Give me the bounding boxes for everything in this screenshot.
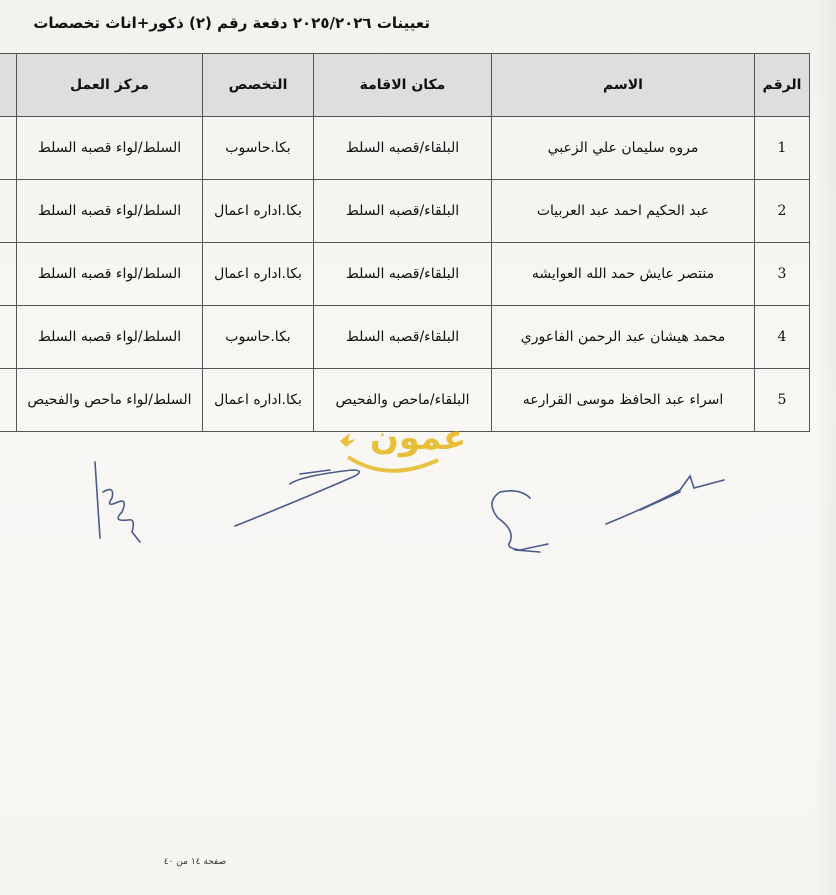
cell-num: 3 xyxy=(755,243,810,306)
signature-2 xyxy=(235,470,359,526)
cell-specialty: بكا.حاسوب xyxy=(203,306,314,369)
table-row xyxy=(0,306,810,369)
cell-cut-off xyxy=(0,117,17,180)
cell-residence: البلقاء/ماحص والفحيص xyxy=(314,369,492,432)
scan-edge-shadow xyxy=(814,0,836,895)
cell-residence: البلقاء/قصبه السلط xyxy=(314,306,492,369)
header-specialty: التخصص xyxy=(203,54,314,117)
header-residence: مكان الاقامة xyxy=(314,54,492,117)
cell-workplace: السلط/لواء قصبه السلط xyxy=(17,243,203,306)
table-row xyxy=(0,180,810,243)
cell-residence: البلقاء/قصبه السلط xyxy=(314,243,492,306)
header-name: الاسم xyxy=(492,54,755,117)
cell-residence: البلقاء/قصبه السلط xyxy=(314,117,492,180)
cell-num: 5 xyxy=(755,369,810,432)
cell-specialty: بكا.اداره اعمال xyxy=(203,243,314,306)
page-number: صفحة ١٤ من ٤٠ xyxy=(163,857,227,867)
cell-specialty: بكا.حاسوب xyxy=(203,117,314,180)
table-header-row xyxy=(0,54,810,117)
cell-specialty: بكا.اداره اعمال xyxy=(203,369,314,432)
cell-workplace: السلط/لواء ماحص والفحيص xyxy=(17,369,203,432)
signature-3 xyxy=(492,491,548,552)
cell-cut-off xyxy=(0,180,17,243)
cell-num: 2 xyxy=(755,180,810,243)
document-title: تعيينات ٢٠٢٥/٢٠٢٦ دفعة رقم (٢) ذكور+اناث تخصصات xyxy=(33,14,430,32)
cell-workplace: السلط/لواء قصبه السلط xyxy=(17,306,203,369)
table-row xyxy=(0,243,810,306)
cell-workplace: السلط/لواء قصبه السلط xyxy=(17,117,203,180)
header-num: الرقم xyxy=(755,54,810,117)
cell-name: مروه سليمان علي الزعبي xyxy=(492,117,755,180)
cell-name: محمد هيشان عبد الرحمن الفاعوري xyxy=(492,306,755,369)
cell-name: عبد الحكيم احمد عبد العربيات xyxy=(492,180,755,243)
cell-name: اسراء عبد الحافظ موسى القرارعه xyxy=(492,369,755,432)
cell-cut-off xyxy=(0,243,17,306)
header-workplace: مركز العمل xyxy=(17,54,203,117)
header-cut-off xyxy=(0,54,17,117)
watermark-text: عمون xyxy=(369,418,467,458)
cell-specialty: بكا.اداره اعمال xyxy=(203,180,314,243)
cell-cut-off xyxy=(0,369,17,432)
cell-num: 1 xyxy=(755,117,810,180)
cell-num: 4 xyxy=(755,306,810,369)
signature-1 xyxy=(95,462,140,542)
table-row xyxy=(0,117,810,180)
signature-4 xyxy=(606,476,724,524)
cell-workplace: السلط/لواء قصبه السلط xyxy=(17,180,203,243)
signatures-area xyxy=(0,440,836,570)
cell-cut-off xyxy=(0,306,17,369)
cell-residence: البلقاء/قصبه السلط xyxy=(314,180,492,243)
appointments-table xyxy=(0,53,810,432)
cell-name: منتصر عايش حمد الله العوايشه xyxy=(492,243,755,306)
